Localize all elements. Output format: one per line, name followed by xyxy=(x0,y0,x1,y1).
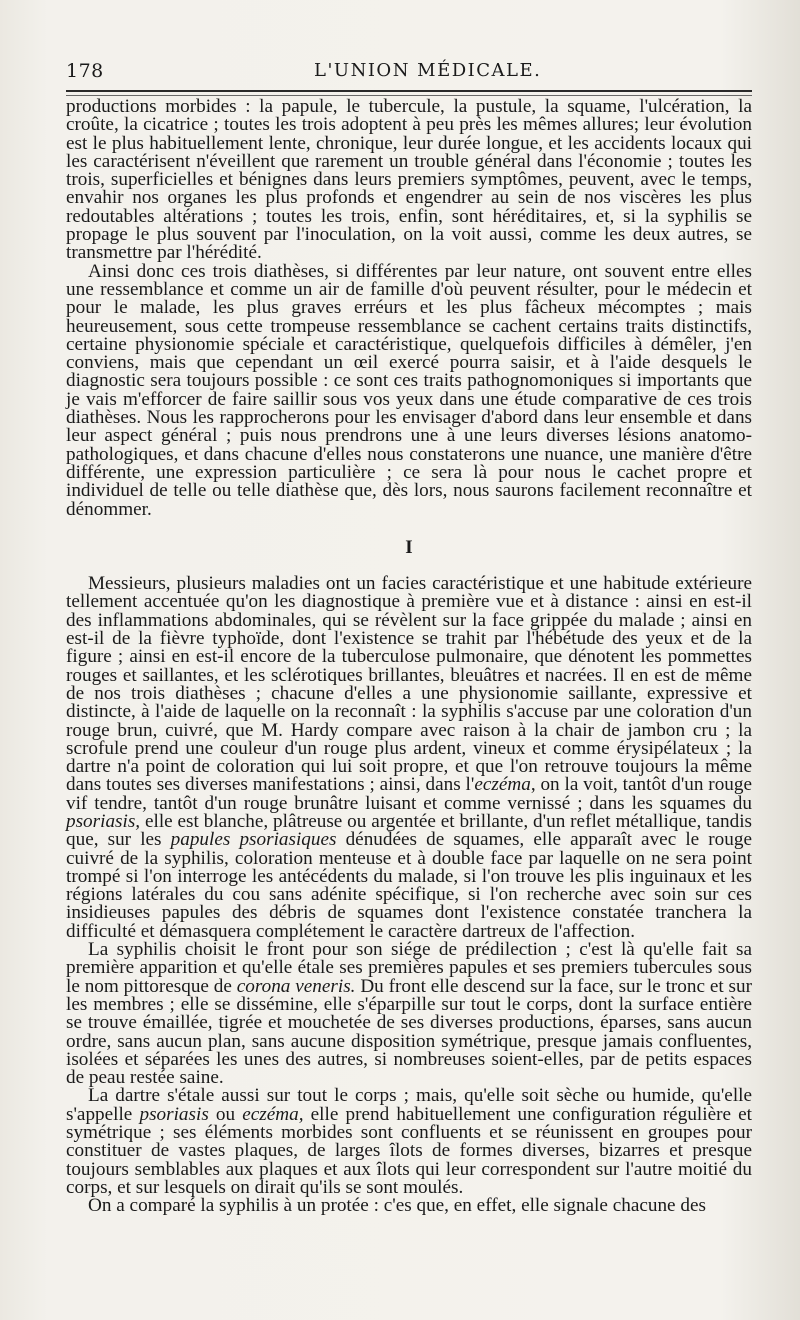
header-rule xyxy=(66,90,752,92)
running-head: L'UNION MÉDICALE. xyxy=(314,60,542,81)
paragraph-5 xyxy=(66,1087,752,1197)
paragraph-4 xyxy=(66,941,752,1087)
p4-italic-1: corona veneris. xyxy=(236,975,356,997)
page-number: 178 xyxy=(66,60,104,82)
paragraph-1: productions morbides : la papule, le tubercule, la pustule, la squame, l'ulcération, la croûte, la cicatrice ; toutes les trois adoptent à peu près les mêmes allures; leur évolution est le plus habituellement lente, chronique, leur durée longue, et les accidents locaux qui les caractérisent n'éveillent que rarement un trouble général dans l'économie ; toutes les trois, superficielles et bénignes dans leurs premiers symptômes, peuvent, avec le temps, envahir nos organes les plus profonds et engendrer au sein de nos viscères les plus redoutables altérations ; toutes les trois, enfin, sont héréditaires, et, si la syphilis se propage le plus souvent par l'inoculation, on la voit aussi, comme les deux autres, se transmettre par l'hérédité. xyxy=(66,96,752,264)
p3-text-b: , on la voit, tantôt d'un rouge vif tendre, tantôt d'un rouge brunâtre luisant et comme vernissé ; dans les squames du xyxy=(66,774,752,814)
p3-italic-3: papules psoriasiques xyxy=(170,829,337,851)
p4-text-b: Du front elle descend sur la face, sur le tronc et sur les membres ; elle se dissémine, elle s'éparpille sur tout le corps, dont la surface entière se trouve émaillée, tigrée et mouchetée de ses diverses productions, éparses, sans aucun ordre, sans aucun plan, sans aucune disposition symétrique, presque jamais confluentes, isolées et séparées les unes des autres, si nombreuses soient-elles, par de petits espaces de peau restée saine. xyxy=(66,975,753,1089)
section-heading: I xyxy=(405,536,413,558)
p3-text-d: dénudées de squames, elle apparaît avec le rouge cuivré de la syphilis, coloration menteuse et à double face par laquelle on ne sera point trompé si l'on interroge les antécédents du malade, si l'on trouve les plis inguinaux et les régions latérales du cou sans adénite spécifique, si l'on recherche avec soin sur ces insidieuses papules des débris de squames dont l'existence constatée tranchera la difficulté et démasquera complétement le caractère dartreux de l'affection. xyxy=(66,829,752,942)
paragraph-2: Ainsi donc ces trois diathèses, si différentes par leur nature, ont souvent entre elles une ressemblance et comme un air de famille d'où peuvent résulter, pour le médecin et pour le malade, les plus graves erréurs et les plus fâcheux mécomptes ; mais heureusement, sous cette trompeuse ressemblance se cachent certains traits distinctifs, certaine physionomie spéciale et caractéristique, quelquefois difficiles à démêler, j'en conviens, mais que cependant un œil exercé pourra saisir, et à l'aide desquels le diagnostic sera toujours possible : ce sont ces traits pathognomoniques si importants que je vais m'efforcer de faire saillir sous vos yeux dans une étude comparative de ces trois diathèses. Nous les rapprocherons pour les envisager d'abord dans leur ensemble et dans leur aspect général ; puis nous prendrons une à une leurs diverses lésions anatomo-pathologiques, et dans chacune d'elles nous constaterons une nuance, une manière d'être différente, une expression particulière ; ce sera là pour nous le cachet propre et individuel de telle ou telle diathèse que, dès lors, nous saurons facilement reconnaître et dénommer. xyxy=(66,260,752,520)
p5-text-b: ou xyxy=(208,1103,243,1125)
page-header xyxy=(66,60,752,90)
p3-text-a: Messieurs, plusieurs maladies ont un facies caractéristique et une habitude extérieure tellement accentuée qu'on les diagnostique à première vue et à distance : ainsi en est-il des inflammations abdominales, qui se révèlent sur la face grippée du malade ; ainsi en est-il de la fièvre typhoïde, dont l'existence se trahit par l'hébétude des yeux et de la figure ; ainsi en est-il encore de la tuberculose pulmonaire, que dénotent les pommettes rouges et saillantes, et les sclérotiques brillantes, bleuâtres et nacrées. Il en est de même de nos trois diathèses ; chacune d'elles a une physionomie saillante, expressive et distincte, à l'aide de laquelle on la reconnaît : la syphilis s'accuse par une coloration d'un rouge brun, cuivré, que M. Hardy compare avec raison à la chair de jambon cru ; la scrofule prend une couleur d'un rouge plus ardent, vineux et comme érysipélateux ; la dartre n'a point de coloration qui lui soit propre, et que l'on retrouve toujours la même dans toutes ses diverses manifestations ; ainsi, dans l' xyxy=(66,573,752,796)
p5-italic-2: eczéma, xyxy=(242,1103,304,1125)
p5-text-a: La dartre s'étale aussi sur tout le corps ; mais, qu'elle soit sèche ou humide, qu'elle s'appelle xyxy=(66,1085,752,1125)
p4-text-a: La syphilis choisit le front pour son siége de prédilection ; c'est là qu'elle fait sa première apparition et qu'elle étale ses premières papules et ses premiers tubercules sous le nom pittoresque de xyxy=(66,939,752,997)
p3-text-c: elle est blanche, plâtreuse ou argentée et brillante, d'un reflet métallique, tandis que, sur les xyxy=(66,810,752,851)
p3-italic-1: eczéma xyxy=(474,774,531,796)
body-text xyxy=(66,98,752,1216)
paragraph-3 xyxy=(66,575,752,941)
p5-italic-1: psoriasis xyxy=(139,1103,209,1125)
p5-text-c: elle prend habituellement une configuration régulière et symétrique ; ses éléments morbides sont confluents et se réunissent en groupes pour constituer de vastes plaques, de larges îlots de formes diverses, bizarres et presque toujours semblables aux plaques et aux îlots qui leur correspondent sur l'autre moitié du corps, et sur lesquels on dirait qu'ils se sont moulés. xyxy=(66,1103,752,1198)
paragraph-6: On a comparé la syphilis à un protée : c'es que, en effet, elle signale chacune des xyxy=(88,1195,706,1217)
p3-italic-2: psoriasis, xyxy=(66,810,141,832)
